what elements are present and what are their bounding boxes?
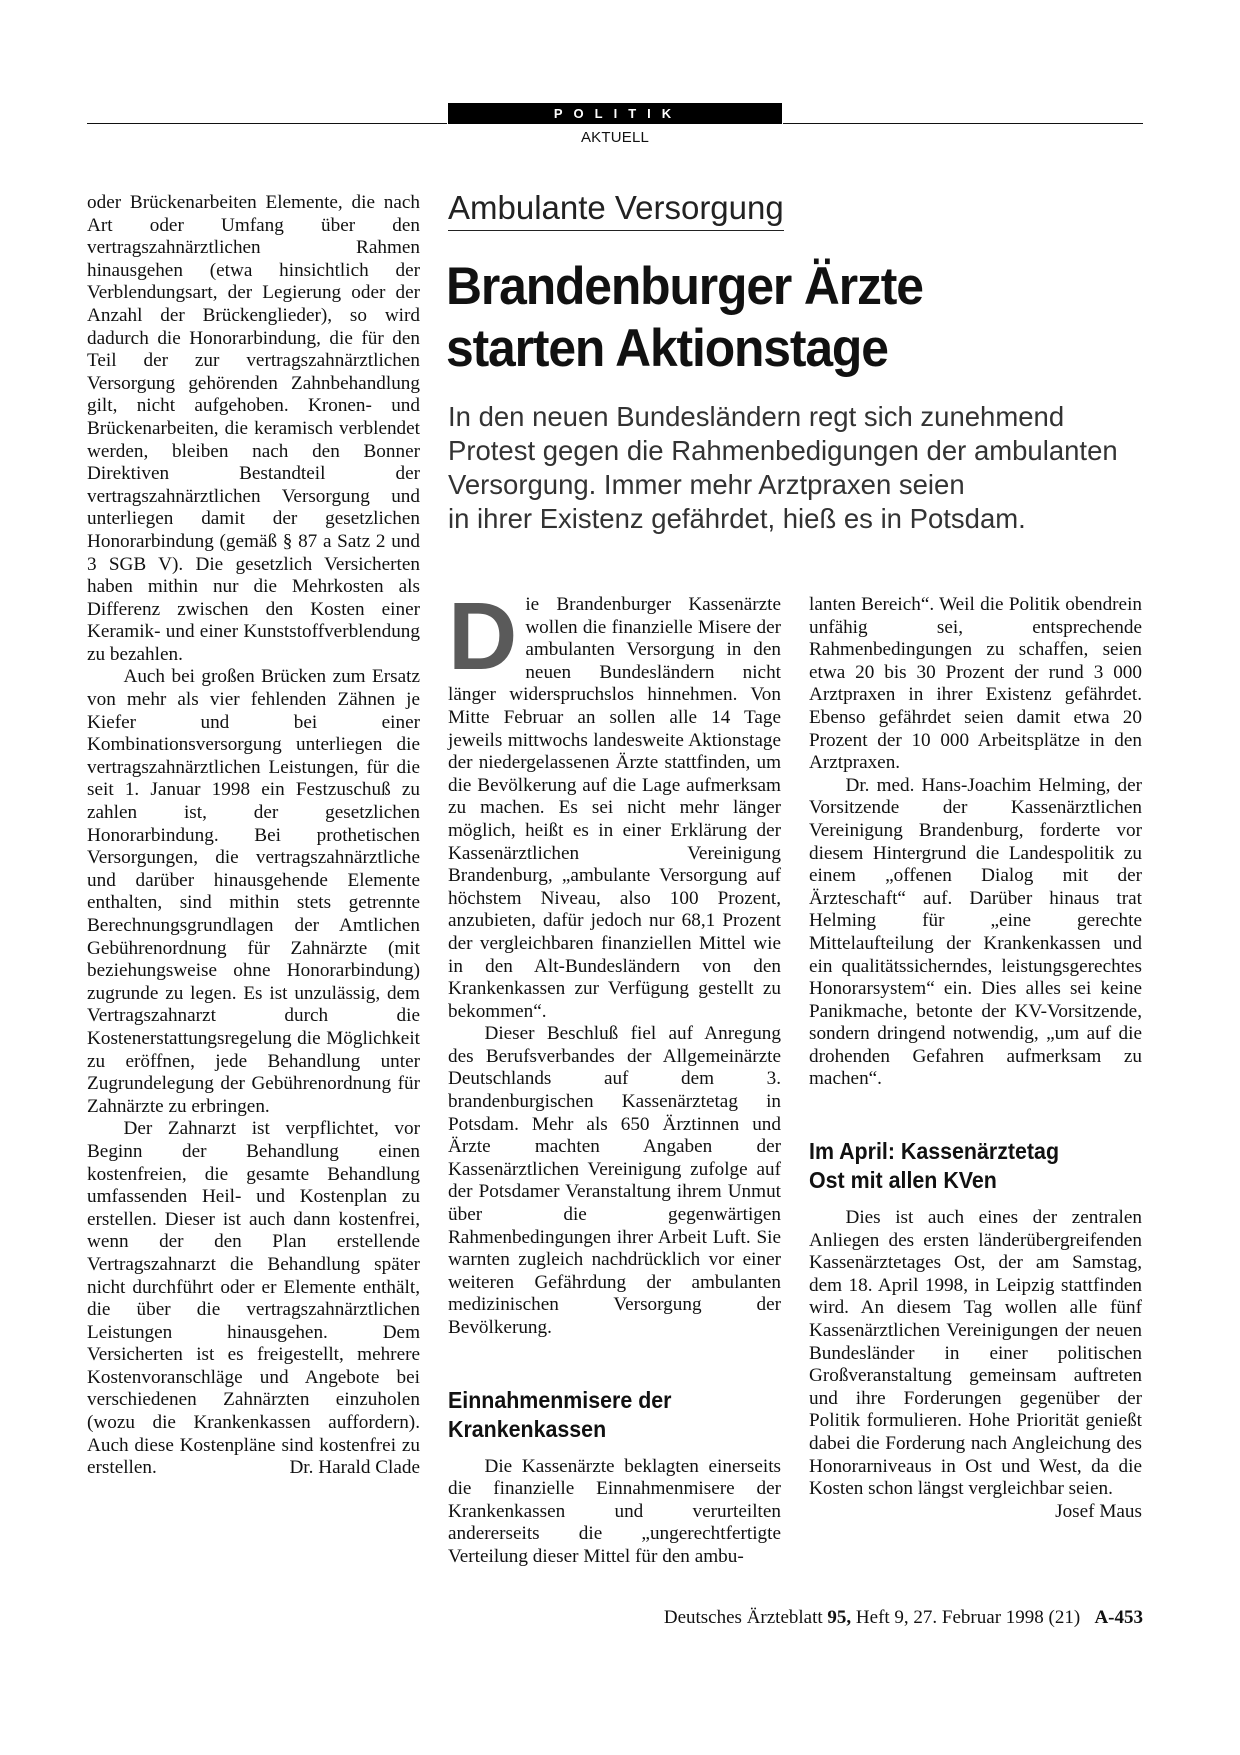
previous-article-column: [87, 192, 420, 1480]
lead-line: Protest gegen die Rahmenbedigungen der ambulanten: [448, 435, 1118, 466]
header-rule-left: [87, 123, 447, 124]
previous-article-paragraph: [87, 1118, 420, 1480]
subsection-label: AKTUELL: [580, 129, 650, 146]
header-rule-right: [783, 123, 1143, 124]
article-text: ie Brandenburger Kassenärzte wollen die finanzielle Misere der ambulanten Versorgung in den neuen Bundesländern nicht länger widerspruchslos hinnehmen. Von Mitte Februar an sollen alle 14 Tage jeweils mittwochs landesweite Aktionstage der niedergelassenen Ärzte stattfinden, um die Bevölkerung auf die Lage aufmerksam zu machen. Es sei nicht mehr länger möglich, heißt es in einer Erklärung der Kassenärztlichen Vereinigung Brandenburg, „ambulante Versorgung auf höchstem Niveau, also 100 Prozent, anzubieten, dafür jedoch nur 68,1 Prozent der vergleichbaren finanziellen Mittel wie in den Alt-Bundesländern von den Krankenkassen zur Verfügung gestellt zu bekommen“.: [448, 594, 781, 1022]
previous-article-text: Der Zahnarzt ist verpflichtet, vor Beginn der Behandlung einen kostenfreien, die gesamte Behandlung umfassenden Heil- und Kostenplan zu erstellen. Dieser ist auch dann kostenfrei, wenn der den Plan erstellende Vertragszahnarzt die Behandlung später nicht durchführt oder er Elemente enthält, die über die vertragszahnärztlichen Leistungen hinausgehen. Dem Versicherten ist es freigestellt, mehrere Kostenvoranschläge und Angebote bei verschiedenen Zahnärzten einzuholen (wozu die Krankenkassen auffordern). Auch diese Kostenpläne sind kostenfrei zu erstellen.: [87, 1118, 420, 1479]
previous-article-paragraph: oder Brückenarbeiten Elemente, die nach Art oder Umfang über den vertragszahnärztlichen Rahmen hinausgehen (etwa hinsichtlich der Verblendungsart, der Legierung oder der Anzahl der Brückenglieder), so wird dadurch die Honorarbindung, die für den Teil der zur vertragszahnärztlichen Versorgung gehörenden Zahnbehandlung gilt, nicht aufgehoben. Kronen- und Brückenarbeiten, die keramisch verblendet werden, bleiben nach den Bonner Direktiven Bestandteil der vertragszahnärztlichen Versorgung und unterliegen damit der gesetzlichen Honorarbindung (gemäß § 87 a Satz 2 und 3 SGB V). Die gesetzlich Versicherten haben mithin nur die Mehrkosten als Differenz zwischen den Kosten einer Keramik- und einer Kunststoffverblendung zu bezahlen.: [87, 192, 420, 665]
article-rubric: Ambulante Versorgung: [448, 188, 784, 231]
section-label: POLITIK: [448, 103, 782, 124]
subheading-line: Ost mit allen KVen: [809, 1167, 997, 1194]
dropcap: D: [448, 583, 518, 690]
article-column-2: [448, 583, 781, 1569]
article-paragraph: Dr. med. Hans-Joachim Helming, der Vorsitzende der Kassenärztlichen Vereinigung Brandenburg, forderte vor diesem Hintergrund die Landespolitik zu einem „offenen Dialog mit der Ärzteschaft“ auf. Darüber hinaus trat Helming für „eine gerechte Mittelaufteilung der Krankenkassen und ein qualitätssicherndes, leistungsgerechtes Honorarsystem“ ein. Dies alles sei keine Panikmache, betonte der KV-Vorsitzende, sondern dringend notwendig, „um auf die drohenden Gefahren aufmerksam zu machen“.: [809, 774, 1142, 1090]
article-column-3: [809, 594, 1142, 1523]
headline-line: Brandenburger Ärzte: [446, 257, 923, 316]
subheading-line: Im April: Kassenärztetag: [809, 1138, 1060, 1165]
page-number: A-453: [1094, 1607, 1143, 1628]
article-paragraph: lanten Bereich“. Weil die Politik obendrein unfähig sei, entsprechende Rahmenbedingungen zu schaffen, seien etwa 20 bis 30 Prozent der rund 3 000 Arztpraxen in ihrer Existenz gefährdet. Ebenso gefährdet seien damit etwa 20 Prozent der 10 000 Arbeitsplätze in den Arztpraxen.: [809, 594, 1142, 774]
subheading-line: Einnahmenmisere der: [448, 1386, 672, 1413]
subheading: [448, 1386, 758, 1444]
journal-volume: 95,: [827, 1607, 852, 1628]
article-headline: [446, 256, 1104, 380]
article-paragraph: Die Kassenärzte beklagten einerseits die finanzielle Einnahmenmisere der Krankenkassen und verurteilten andererseits die „ungerechtfertigte Verteilung dieser Mittel für den ambu-: [448, 1455, 781, 1567]
headline-line: starten Aktionstage: [446, 319, 888, 378]
lead-line: Versorgung. Immer mehr Arztpraxen seien: [448, 469, 965, 500]
previous-article-paragraph: Auch bei großen Brücken zum Ersatz von mehr als vier fehlenden Zähnen je Kiefer und bei einer Kombinationsversorgung unterliegen die vertragszahnärztlichen Leistungen, für die seit 1. Januar 1998 ein Festzuschuß zu zahlen ist, der gesetzlichen Honorarbindung. Bei prothetischen Versorgungen, die vertragszahnärztliche und darüber hinausgehende Elemente enthalten, sind mithin stets getrennte Berechnungsgrundlagen der Amtlichen Gebührenordnung für Zahnärzte (mit beziehungsweise ohne Honorarbindung) zugrunde zu legen. Es ist unzulässig, dem Vertragszahnarzt durch die Kostenerstattungsregelung die Möglichkeit zu eröffnen, jede Behandlung unter Zugrundelegung der Gebührenordnung für Zahnärzte zu erbringen.: [87, 666, 420, 1117]
page-footer: [600, 1607, 1143, 1629]
journal-issue: Heft 9, 27. Februar 1998 (21): [855, 1607, 1081, 1628]
subheading-line: Krankenkassen: [448, 1415, 607, 1442]
previous-article-author: Dr. Harald Clade: [289, 1457, 420, 1479]
article-paragraph: [809, 1207, 1142, 1522]
lead-line: in ihrer Existenz gefährdet, hieß es in Potsdam.: [448, 503, 1026, 534]
article-paragraph: Dieser Beschluß fiel auf Anregung des Berufsverbandes der Allgemeinärzte Deutschlands auf dem 3. brandenburgischen Kassenärztetag in Potsdam. Mehr als 650 Ärztinnen und Ärzte machten Angaben der Kassenärztlichen Vereinigung zufolge auf der Potsdamer Veranstaltung ihrem Unmut über die gegenwärtigen Rahmenbedingungen ihrer Arbeit Luft. Sie warnten zugleich nachdrücklich vor einer weiteren Gefährdung der ambulanten medizinischen Versorgung der Bevölkerung.: [448, 1023, 781, 1338]
article-author: Josef Maus: [1055, 1500, 1142, 1522]
article-paragraph: [448, 583, 781, 1023]
article-lead: [448, 400, 1168, 536]
lead-line: In den neuen Bundesländern regt sich zunehmend: [448, 401, 1065, 432]
article-text: Dies ist auch eines der zentralen Anliegen des ersten länderübergreifenden Kassenärztetages Ost, der am Samstag, dem 18. April 1998, in Leipzig stattfinden wird. An diesem Tag wollen alle fünf Kassenärztlichen Vereinigungen der neuen Bundesländer in einer politischen Großveranstaltung gemeinsam auftreten und ihre Forderungen gegenüber der Politik formulieren. Hohe Priorität genießt dabei die Forderung nach Angleichung des Honorarniveaus in Ost und West, da die Kosten schon längst vergleichbar seien.: [809, 1207, 1142, 1500]
journal-name: Deutsches Ärzteblatt: [663, 1607, 823, 1628]
subheading: [809, 1137, 1119, 1195]
